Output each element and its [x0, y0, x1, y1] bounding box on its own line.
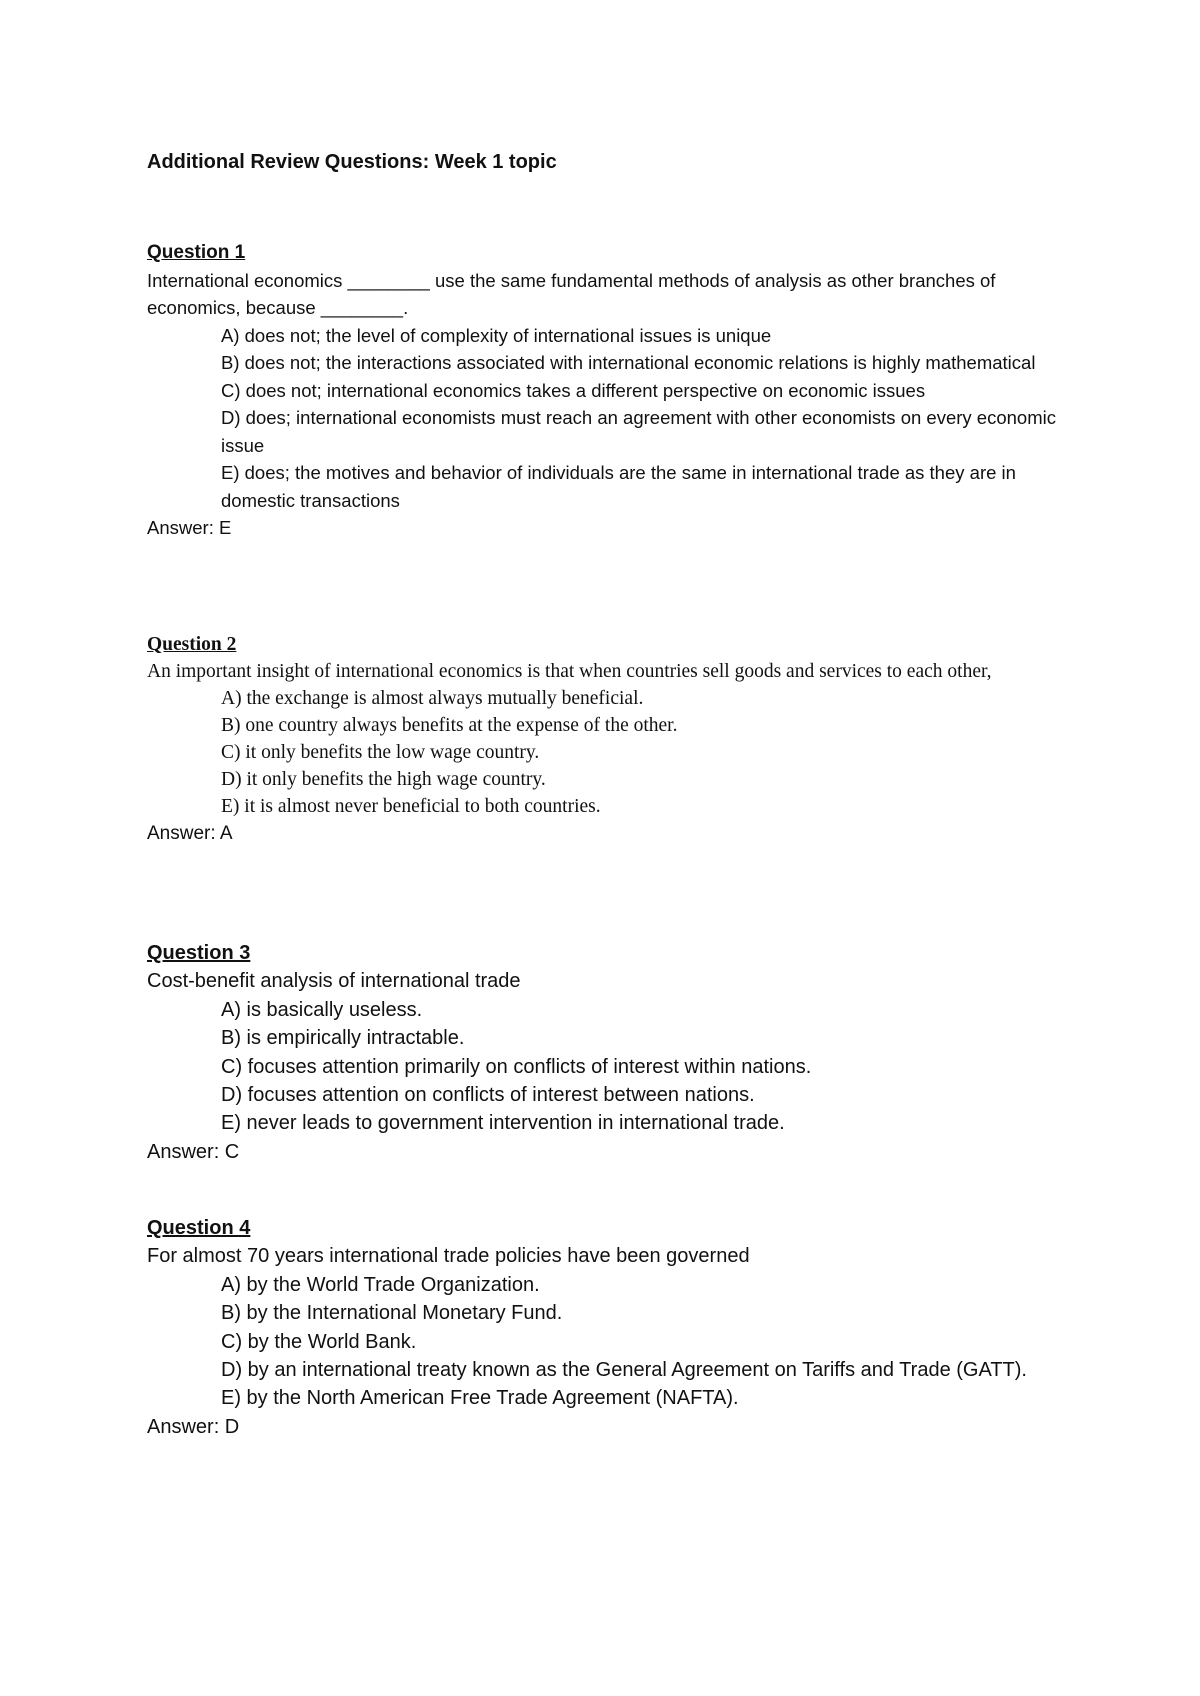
answer-option-a: A) does not; the level of complexity of international issues is unique: [221, 324, 772, 346]
answer-option-c: C) it only benefits the low wage country.: [221, 742, 540, 763]
question-stem: For almost 70 years international trade policies have been governed: [147, 1245, 750, 1268]
answer-option-b: B) one country always benefits at the expense of the other.: [221, 715, 678, 736]
answer-option-e: E) by the North American Free Trade Agreement (NAFTA).: [221, 1387, 739, 1410]
answer-option-a: A) is basically useless.: [221, 998, 423, 1021]
answer-option-b: B) by the International Monetary Fund.: [221, 1302, 563, 1325]
answer-key: Answer: C: [147, 1140, 240, 1163]
document-title: Additional Review Questions: Week 1 topic: [147, 151, 557, 173]
answer-option-c: C) by the World Bank.: [221, 1330, 417, 1353]
answer-key: Answer: E: [147, 517, 232, 538]
question-stem: Cost-benefit analysis of international trade: [147, 970, 521, 993]
answer-key: Answer: D: [147, 1415, 240, 1438]
question-heading: Question 1: [147, 242, 246, 263]
question-heading: Question 4: [147, 1217, 251, 1239]
question-block-4: [147, 1214, 1067, 1441]
answer-key: Answer: A: [147, 823, 233, 844]
question-block-1: [147, 239, 1067, 542]
answer-option-a: A) the exchange is almost always mutually beneficial.: [221, 688, 644, 709]
question-heading: Question 3: [147, 942, 251, 964]
answer-option-e: E) does; the motives and behavior of individuals are the same in international trade as they are in domestic transactions: [221, 462, 1016, 511]
answer-option-e: E) it is almost never beneficial to both countries.: [221, 796, 601, 817]
answer-option-d: D) it only benefits the high wage country.: [221, 769, 546, 790]
answer-option-b: B) does not; the interactions associated with international economic relations is highly mathematical: [221, 352, 1036, 373]
question-stem: An important insight of international economics is that when countries sell goods and services to each other,: [147, 661, 992, 682]
answer-option-e: E) never leads to government intervention in international trade.: [221, 1112, 785, 1135]
question-block-2: [147, 631, 1067, 847]
answer-option-a: A) by the World Trade Organization.: [221, 1273, 540, 1296]
answer-option-d: D) focuses attention on conflicts of interest between nations.: [221, 1084, 755, 1107]
question-heading: Question 2: [147, 634, 237, 655]
answer-option-c: C) does not; international economics takes a different perspective on economic issues: [221, 379, 926, 401]
question-block-3: [147, 939, 1067, 1166]
question-stem: International economics ________ use the same fundamental methods of analysis as other branches of economics, because ________.: [147, 269, 996, 318]
answer-option-d: D) by an international treaty known as the General Agreement on Tariffs and Trade (GATT).: [221, 1359, 1027, 1382]
answer-option-c: C) focuses attention primarily on conflicts of interest within nations.: [221, 1055, 812, 1078]
answer-option-b: B) is empirically intractable.: [221, 1027, 465, 1050]
answer-option-d: D) does; international economists must reach an agreement with other economists on every economic issue: [221, 407, 1056, 456]
